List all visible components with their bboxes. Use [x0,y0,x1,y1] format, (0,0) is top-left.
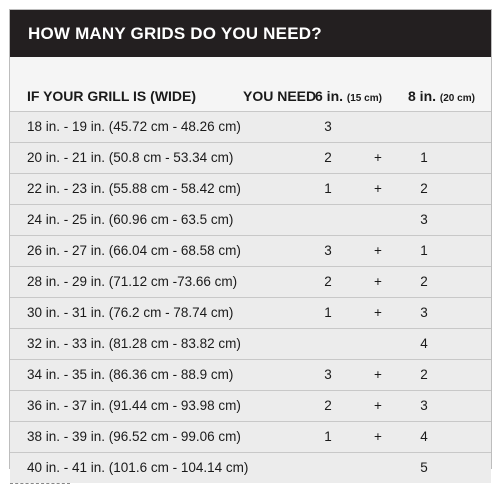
eight-inch-count: 4 [420,429,428,444]
eight-inch-count: 2 [420,274,428,289]
header-6-inch [315,88,382,104]
eight-inch-count: 2 [420,181,428,196]
header-8-inch-unit: (20 cm) [439,93,475,104]
grill-range: 40 in. - 41 in. (101.6 cm - 104.14 cm) [27,460,249,475]
grill-range: 20 in. - 21 in. (50.8 cm - 53.34 cm) [27,150,234,165]
table-row [10,205,491,236]
eight-inch-count: 1 [420,243,428,258]
grid-size-chart [9,9,492,475]
table-row [10,422,491,453]
eight-inch-count: 4 [420,336,428,351]
grill-range: 22 in. - 23 in. (55.88 cm - 58.42 cm) [27,181,241,196]
grill-range: 28 in. - 29 in. (71.12 cm -73.66 cm) [27,274,238,289]
six-inch-count: 2 [324,274,332,289]
header-8-inch-label: 8 in. [408,88,437,104]
grill-range: 24 in. - 25 in. (60.96 cm - 63.5 cm) [27,212,234,227]
six-inch-count: 1 [324,305,332,320]
table-row [10,111,491,143]
plus-sign: + [374,429,382,444]
table-row [10,329,491,360]
eight-inch-count: 3 [420,398,428,413]
plus-sign: + [374,367,382,382]
plus-sign: + [374,150,382,165]
grill-range: 38 in. - 39 in. (96.52 cm - 99.06 cm) [27,429,241,444]
table-header [10,57,491,111]
bottom-edge-mark [10,483,70,487]
six-inch-count: 2 [324,398,332,413]
eight-inch-count: 5 [420,460,428,475]
header-8-inch [408,88,475,104]
table-row [10,236,491,267]
chart-title: HOW MANY GRIDS DO YOU NEED? [10,10,491,57]
eight-inch-count: 3 [420,212,428,227]
plus-sign: + [374,305,382,320]
grill-range: 26 in. - 27 in. (66.04 cm - 68.58 cm) [27,243,241,258]
six-inch-count: 2 [324,150,332,165]
header-you-need: YOU NEED [243,88,317,104]
table-row [10,143,491,174]
grill-range: 30 in. - 31 in. (76.2 cm - 78.74 cm) [27,305,234,320]
table-row [10,174,491,205]
header-grill-width: IF YOUR GRILL IS (WIDE) [27,88,197,104]
table-row [10,391,491,422]
table-row [10,453,491,483]
plus-sign: + [374,274,382,289]
grill-range: 32 in. - 33 in. (81.28 cm - 83.82 cm) [27,336,241,351]
eight-inch-count: 1 [420,150,428,165]
header-6-inch-unit: (15 cm) [346,93,382,104]
grill-range: 34 in. - 35 in. (86.36 cm - 88.9 cm) [27,367,234,382]
plus-sign: + [374,243,382,258]
six-inch-count: 1 [324,429,332,444]
six-inch-count: 1 [324,181,332,196]
table-row [10,360,491,391]
header-6-inch-label: 6 in. [315,88,344,104]
table-body [10,111,491,483]
plus-sign: + [374,398,382,413]
table-row [10,298,491,329]
grill-range: 18 in. - 19 in. (45.72 cm - 48.26 cm) [27,119,241,134]
six-inch-count: 3 [324,119,332,134]
plus-sign: + [374,181,382,196]
grill-range: 36 in. - 37 in. (91.44 cm - 93.98 cm) [27,398,241,413]
eight-inch-count: 2 [420,367,428,382]
six-inch-count: 3 [324,243,332,258]
six-inch-count: 3 [324,367,332,382]
eight-inch-count: 3 [420,305,428,320]
table-row [10,267,491,298]
